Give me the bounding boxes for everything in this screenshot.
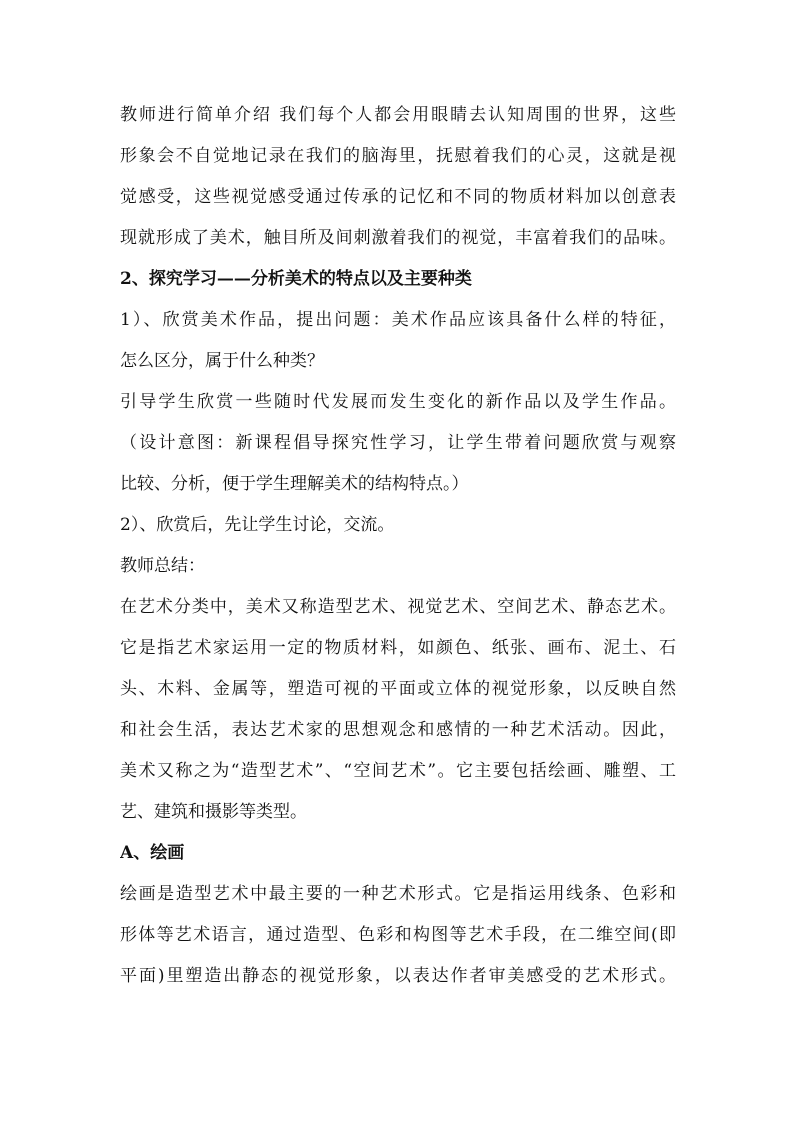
paragraph-line: 2）、欣赏后，先让学生讨论，交流。 bbox=[120, 515, 395, 535]
paragraph-line: 在艺术分类中，美术又称造型艺术、视觉艺术、空间艺术、静态艺术。 bbox=[120, 597, 676, 617]
paragraph-line: 引导学生欣赏一些随时代发展而发生变化的新作品以及学生作品。 bbox=[120, 392, 676, 412]
paragraph-line: 形象会不自觉地记录在我们的脑海里，抚慰着我们的心灵，这就是视 bbox=[120, 146, 676, 166]
paragraph-line: 觉感受，这些视觉感受通过传承的记忆和不同的物质材料加以创意表 bbox=[120, 187, 676, 207]
paragraph-line: 头、木料、金属等，塑造可视的平面或立体的视觉形象，以反映自然 bbox=[120, 679, 676, 699]
paragraph-line: 怎么区分，属于什么种类？ bbox=[120, 351, 324, 371]
paragraph-line: 平面)里塑造出静态的视觉形象，以表达作者审美感受的艺术形式。 bbox=[120, 966, 676, 986]
section-heading: 2、探究学习——分析美术的特点以及主要种类 bbox=[120, 269, 472, 289]
paragraph-line: 美术又称之为“造型艺术”、“空间艺术”。它主要包括绘画、雕塑、工 bbox=[120, 761, 676, 781]
paragraph-line: 教师进行简单介绍 我们每个人都会用眼睛去认知周围的世界，这些 bbox=[120, 105, 676, 125]
paragraph-line: 形体等艺术语言，通过造型、色彩和构图等艺术手段，在二维空间(即 bbox=[120, 925, 676, 945]
paragraph-line: 现就形成了美术，触目所及间刺激着我们的视觉，丰富着我们的品味。 bbox=[120, 228, 676, 248]
paragraph-line: 教师总结： bbox=[120, 556, 205, 576]
paragraph-line: 绘画是造型艺术中最主要的一种艺术形式。它是指运用线条、色彩和 bbox=[120, 884, 676, 904]
paragraph-line: 1）、欣赏美术作品，提出问题：美术作品应该具备什么样的特征， bbox=[120, 310, 676, 330]
paragraph-line: 艺、建筑和摄影等类型。 bbox=[120, 802, 307, 822]
paragraph-line: （设计意图：新课程倡导探究性学习，让学生带着问题欣赏与观察 bbox=[120, 433, 676, 453]
paragraph-line: 和社会生活，表达艺术家的思想观念和感情的一种艺术活动。因此， bbox=[120, 720, 676, 740]
paragraph-line: 比较、分析，便于学生理解美术的结构特点。） bbox=[120, 474, 469, 494]
paragraph-line: 它是指艺术家运用一定的物质材料，如颜色、纸张、画布、泥土、石 bbox=[120, 638, 676, 658]
section-heading: A、绘画 bbox=[120, 843, 185, 863]
